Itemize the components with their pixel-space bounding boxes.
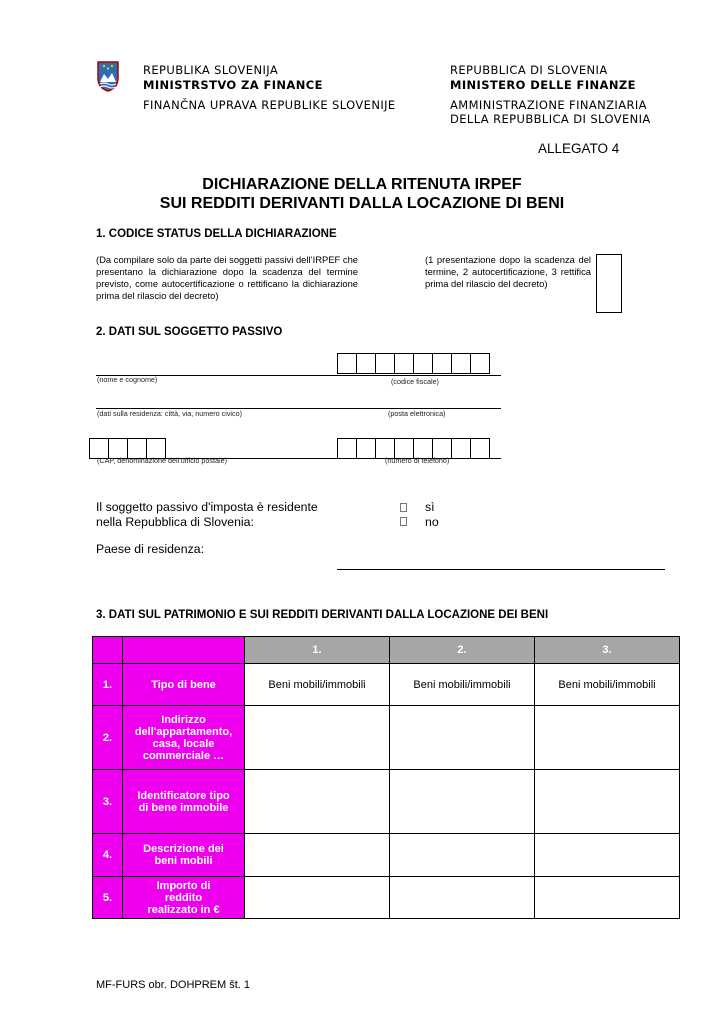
table-cell[interactable] xyxy=(390,770,535,834)
table-cell[interactable] xyxy=(535,770,680,834)
table-cell[interactable]: Beni mobili/immobili xyxy=(535,664,680,706)
corner-cell xyxy=(123,637,245,664)
document-title-line-2: SUI REDDITI DERIVANTI DALLA LOCAZIONE DI BENI xyxy=(159,195,565,212)
email-field-label: (posta elettronica) xyxy=(388,409,446,418)
tax-code-boxes[interactable] xyxy=(337,353,490,374)
row-number: 5. xyxy=(93,877,123,919)
column-header: 2. xyxy=(390,637,535,664)
row-label: Indirizzo dell'appartamento, casa, locale commerciale … xyxy=(123,706,245,770)
row-label: Importo di reddito realizzato in € xyxy=(123,877,245,919)
table-cell[interactable] xyxy=(390,706,535,770)
resident-yes-checkbox[interactable] xyxy=(400,503,407,512)
column-header: 3. xyxy=(535,637,680,664)
table-row xyxy=(93,770,680,834)
table-header-row xyxy=(93,637,680,664)
table-cell[interactable]: Beni mobili/immobili xyxy=(245,664,390,706)
form-code-footer: MF-FURS obr. DOHPREM št. 1 xyxy=(96,979,251,991)
section-1-note-right: (1 presentazione dopo la scadenza del termine, 2 autocertificazione, 3 rettifica prima del rilascio del decreto) xyxy=(425,254,591,289)
header-left-line-3: FINANČNA UPRAVA REPUBLIKE SLOVENIJE xyxy=(143,98,396,112)
address-field-label: (dati sulla residenza: città, via, numero civico) xyxy=(97,409,243,418)
row-number: 1. xyxy=(93,664,123,706)
country-label: Paese di residenza: xyxy=(96,542,205,556)
resident-no-label: no xyxy=(425,515,439,529)
table-cell[interactable] xyxy=(245,877,390,919)
table-cell[interactable] xyxy=(245,834,390,877)
table-row xyxy=(93,706,680,770)
resident-question-line-1: Il soggetto passivo d'imposta è residente xyxy=(96,500,318,514)
row-number: 2. xyxy=(93,706,123,770)
resident-no-checkbox[interactable] xyxy=(400,517,407,526)
tax-code-field-label: (codice fiscale) xyxy=(391,377,439,386)
name-field-label: (nome e cognome) xyxy=(97,375,158,384)
row-label: Identificatore tipo di bene immobile xyxy=(123,770,245,834)
table-cell[interactable] xyxy=(535,834,680,877)
resident-yes-label: sì xyxy=(425,500,435,514)
document-title-line-1: DICHIARAZIONE DELLA RITENUTA IRPEF xyxy=(202,176,522,193)
row-label: Descrizione dei beni mobili xyxy=(123,834,245,877)
status-code-box[interactable] xyxy=(596,254,622,313)
section-3-heading: 3. DATI SUL PATRIMONIO E SUI REDDITI DERIVANTI DALLA LOCAZIONE DEI BENI xyxy=(96,609,549,621)
country-input-line[interactable] xyxy=(337,569,665,570)
slovenia-coat-of-arms-icon xyxy=(96,60,120,92)
resident-question-line-2: nella Repubblica di Slovenia: xyxy=(96,515,254,529)
row-label: Tipo di bene xyxy=(123,664,245,706)
table-row xyxy=(93,834,680,877)
section-1-heading: 1. CODICE STATUS DELLA DICHIARAZIONE xyxy=(96,228,337,240)
postal-field-label: (CAP, denominazione dell’ufficio postale) xyxy=(97,456,227,465)
table-row xyxy=(93,664,680,706)
section-2-heading: 2. DATI SUL SOGGETTO PASSIVO xyxy=(96,326,283,338)
corner-cell xyxy=(93,637,123,664)
section-1-note-left: (Da compilare solo da parte dei soggetti passivi dell’IRPEF che presentano la dichiarazione dopo la scadenza del termine previsto, come autocertificazione o rettificano la dichiarazione prima del rilascio del decreto) xyxy=(96,254,358,301)
header-right-line-3: AMMINISTRAZIONE FINANZIARIA xyxy=(450,98,647,112)
header-left-line-2: MINISTRSTVO ZA FINANCE xyxy=(143,78,323,92)
row-number: 3. xyxy=(93,770,123,834)
annex-label: ALLEGATO 4 xyxy=(538,141,620,156)
header-right-line-4: DELLA REPUBBLICA DI SLOVENIA xyxy=(450,112,651,126)
row-number: 4. xyxy=(93,834,123,877)
table-cell[interactable] xyxy=(390,877,535,919)
table-row xyxy=(93,877,680,919)
table-cell[interactable] xyxy=(535,706,680,770)
assets-table xyxy=(92,636,680,919)
table-cell[interactable] xyxy=(390,834,535,877)
table-cell[interactable] xyxy=(245,770,390,834)
header-left-line-1: REPUBLIKA SLOVENIJA xyxy=(143,63,279,77)
column-header: 1. xyxy=(245,637,390,664)
header-right-line-2: MINISTERO DELLE FINANZE xyxy=(450,78,636,92)
table-cell[interactable] xyxy=(245,706,390,770)
table-cell[interactable]: Beni mobili/immobili xyxy=(390,664,535,706)
header-right-line-1: REPUBBLICA DI SLOVENIA xyxy=(450,63,608,77)
phone-field-label: (numero di telefono) xyxy=(385,456,450,465)
table-cell[interactable] xyxy=(535,877,680,919)
